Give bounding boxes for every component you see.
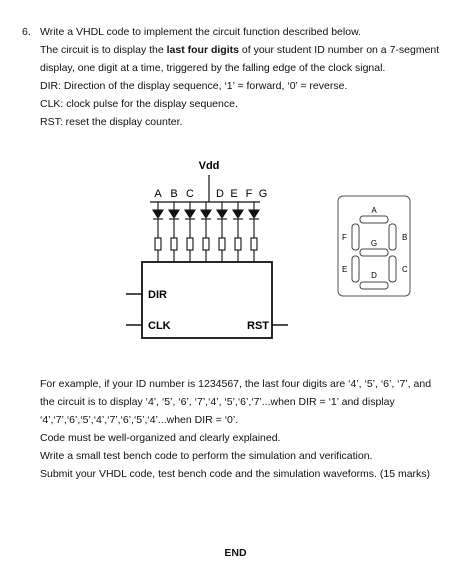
clk-description: CLK: clock pulse for the display sequence. xyxy=(40,98,238,110)
end-marker: END xyxy=(224,547,247,559)
rst-port-label: RST xyxy=(247,320,269,332)
display-label-f: F xyxy=(342,233,347,242)
led-resistor-b xyxy=(169,202,179,262)
rst-description: RST: reset the display counter. xyxy=(40,116,183,128)
circuit-figure xyxy=(0,150,471,350)
segment-letter-a: A xyxy=(154,188,162,200)
segment-letter-e: E xyxy=(230,188,238,200)
segment-d xyxy=(360,282,388,289)
display-label-c: C xyxy=(402,265,408,274)
question-line-2-prefix: The circuit is to display the xyxy=(40,44,167,56)
question-number: 6. xyxy=(22,26,31,38)
display-label-e: E xyxy=(342,265,348,274)
display-label-d: D xyxy=(371,271,377,280)
clk-port-label: CLK xyxy=(148,320,171,332)
led-resistor-e xyxy=(217,202,227,262)
example-line-3: ‘4’,‘7’,‘6’,‘5’,‘4’,‘7’,‘6’,‘5’,‘4’...when DIR = ‘0’. xyxy=(40,414,239,426)
example-line-1: For example, if your ID number is 1234567, the last four digits are ‘4’, ‘5’, ‘6’, ‘7’, and xyxy=(40,378,432,390)
display-label-a: A xyxy=(371,206,377,215)
led-resistor-a xyxy=(153,202,163,262)
segment-b xyxy=(389,224,396,250)
dir-description: DIR: Direction of the display sequence, ‘1’ = forward, ‘0’ = reverse. xyxy=(40,80,348,92)
display-label-b: B xyxy=(402,233,408,242)
segment-e xyxy=(352,256,359,282)
code-requirement: Code must be well-organized and clearly explained. xyxy=(40,432,281,444)
segment-letter-b: B xyxy=(170,188,178,200)
question-line-2-suffix: of your student ID number on a 7-segment xyxy=(238,44,440,56)
segment-c xyxy=(389,256,396,282)
led-resistor-array xyxy=(153,202,259,262)
emphasis-last-four-digits: last four digits xyxy=(166,44,239,56)
segment-a xyxy=(360,216,388,223)
led-resistor-c xyxy=(185,202,195,262)
led-resistor-g xyxy=(249,202,259,262)
segment-letter-d: D xyxy=(216,188,224,200)
vdd-label: Vdd xyxy=(198,160,220,172)
segment-letter-g: G xyxy=(258,188,268,200)
led-resistor-d xyxy=(201,202,211,262)
led-resistor-f xyxy=(233,202,243,262)
dir-port-label: DIR xyxy=(148,289,167,301)
testbench-requirement: Write a small test bench code to perform the simulation and verification. xyxy=(40,450,373,462)
display-label-g: G xyxy=(370,239,378,248)
question-line-1: Write a VHDL code to implement the circuit function described below. xyxy=(40,26,361,38)
segment-f xyxy=(352,224,359,250)
segment-g xyxy=(360,249,388,256)
segment-letter-c: C xyxy=(186,188,194,200)
segment-letter-f: F xyxy=(245,188,253,200)
example-line-2: the circuit is to display ‘4’, ‘5’, ‘6’, ‘7’,‘4’, ‘5’,‘6’,‘7’...when DIR = ‘1’ and display xyxy=(40,396,395,408)
question-line-2 xyxy=(40,44,439,57)
submission-requirement: Submit your VHDL code, test bench code and the simulation waveforms. (15 marks) xyxy=(40,468,431,480)
seven-segment-display xyxy=(338,196,410,296)
question-line-3: display, one digit at a time, triggered by the falling edge of the clock signal. xyxy=(40,62,386,74)
